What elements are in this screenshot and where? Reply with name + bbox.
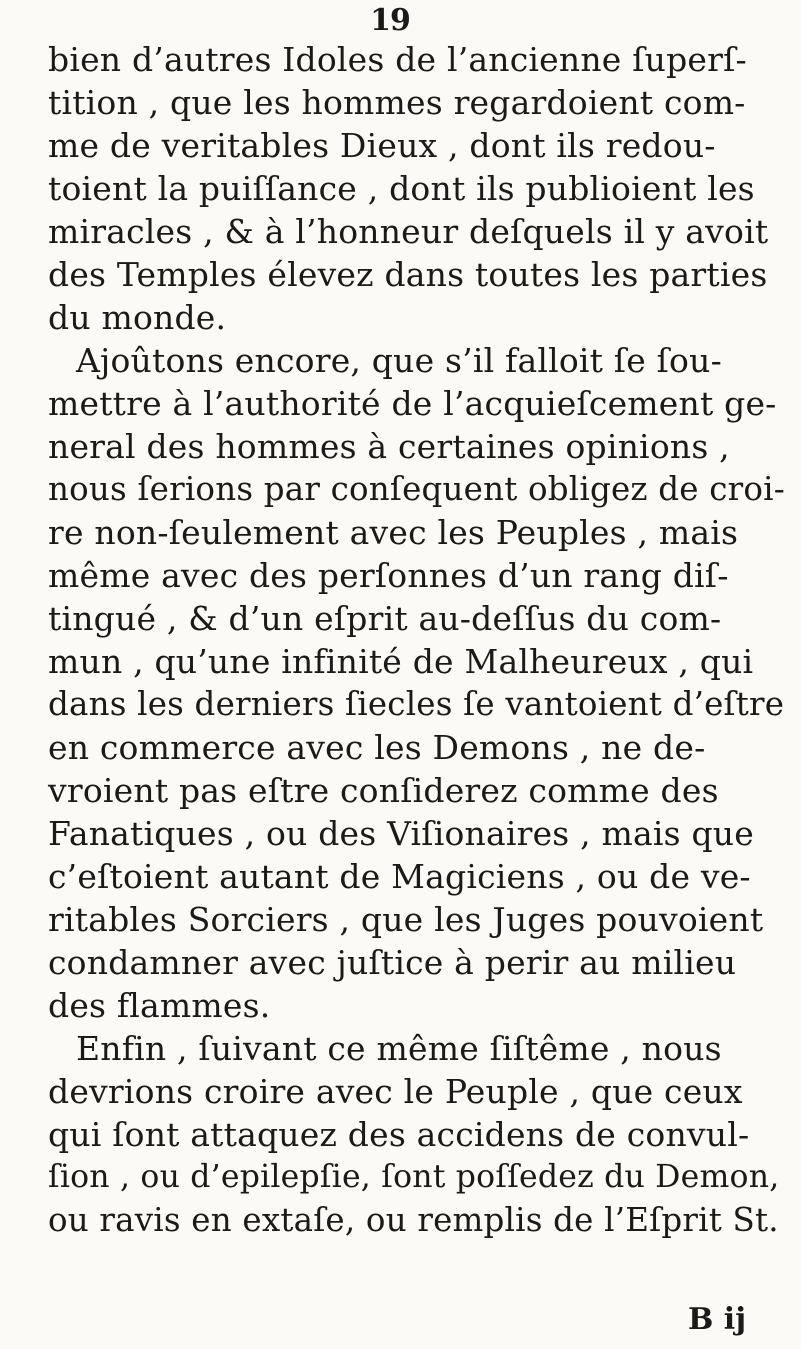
text-line: des Temples élevez dans toutes les parties bbox=[48, 255, 768, 294]
text-line: re non-ſeulement avec les Peuples , mais bbox=[48, 513, 739, 552]
text-line: bien d’autres Idoles de l’ancienne ſuperſ- bbox=[48, 40, 747, 79]
text-line: miracles , & à l’honneur deſquels il y avoit bbox=[48, 212, 769, 251]
page-number: 19 bbox=[370, 3, 410, 38]
text-line: neral des hommes à certaines opinions , bbox=[48, 427, 730, 466]
signature-mark: B ij bbox=[688, 1302, 747, 1337]
text-line: même avec des perſonnes d’un rang diſ- bbox=[48, 556, 729, 595]
paragraph-start-line: Enfin , ſuivant ce même ſiſtême , nous bbox=[76, 1029, 722, 1068]
text-line: qui ſont attaquez des accidens de convul- bbox=[48, 1115, 750, 1154]
text-line: c’eſtoient autant de Magiciens , ou de ve- bbox=[48, 857, 751, 896]
text-line: vroient pas eſtre conſiderez comme des bbox=[48, 771, 719, 810]
text-line: des flammes. bbox=[48, 986, 271, 1025]
text-line: mettre à l’authorité de l’acquieſcement ge- bbox=[48, 384, 777, 423]
text-line: nous ſerions par conſequent obligez de croi- bbox=[48, 470, 785, 508]
text-line: Fanatiques , ou des Viſionaires , mais que bbox=[48, 814, 754, 853]
paragraph-start-line: Ajoûtons encore, que s’il falloit ſe ſou- bbox=[76, 341, 722, 380]
text-line: ritables Sorciers , que les Juges pouvoient bbox=[48, 900, 764, 939]
text-line: tingué , & d’un eſprit au-deſſus du com- bbox=[48, 599, 722, 638]
text-line: devrions croire avec le Peuple , que ceux bbox=[48, 1072, 743, 1111]
text-line: du monde. bbox=[48, 298, 227, 337]
text-line: mun , qu’une infinité de Malheureux , qui bbox=[48, 642, 754, 681]
text-line: me de veritables Dieux , dont ils redou- bbox=[48, 126, 716, 165]
text-line: dans les derniers ſiecles ſe vantoient d’eſtre bbox=[48, 685, 785, 723]
text-line: condamner avec juſtice à perir au milieu bbox=[48, 943, 737, 982]
text-line: ſion , ou d’epilepſie, ſont poſſedez du Demon, bbox=[48, 1159, 780, 1195]
body-text bbox=[48, 38, 788, 1242]
text-line: tition , que les hommes regardoient com- bbox=[48, 83, 746, 122]
text-line: ou ravis en extaſe, ou remplis de l’Eſprit St. bbox=[48, 1201, 779, 1239]
text-line: toient la puiſſance , dont ils publioient les bbox=[48, 169, 755, 208]
text-line: en commerce avec les Demons , ne de- bbox=[48, 728, 706, 767]
